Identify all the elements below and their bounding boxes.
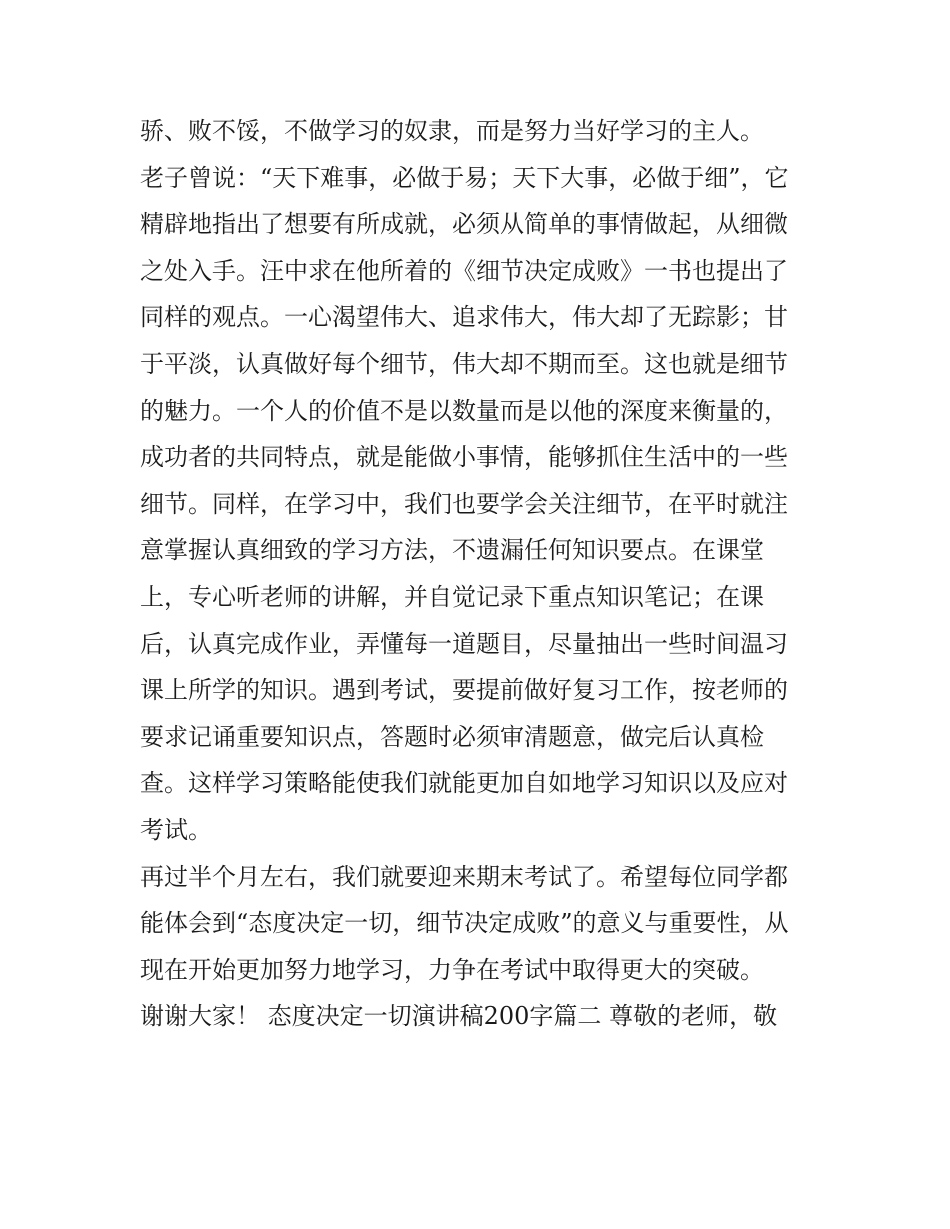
text-line: 要求记诵重要知识点，答题时必须审清题意，做完后认真检: [140, 722, 764, 751]
text-line: 精辟地指出了想要有所成就，必须从简单的事情做起，从细微: [140, 210, 788, 239]
text-line: 课上所学的知识。遇到考试，要提前做好复习工作，按老师的: [140, 676, 788, 705]
text-line: 同样的观点。一心渴望伟大、追求伟大，伟大却了无踪影；甘: [140, 303, 788, 332]
text-line: 后，认真完成作业，弄懂每一道题目，尽量抽出一些时间温习: [140, 629, 788, 658]
text-line: 能体会到“态度决定一切，细节决定成败”的意义与重要性，从: [140, 909, 789, 938]
text-line: 再过半个月左右，我们就要迎来期末考试了。希望每位同学都: [140, 862, 788, 891]
text-line: 上，专心听老师的讲解，并自觉记录下重点知识笔记；在课: [140, 582, 764, 611]
text-line: 成功者的共同特点，就是能做小事情，能够抓住生活中的一些: [140, 443, 788, 472]
text-line: 考试。: [140, 815, 212, 844]
text-line: 意掌握认真细致的学习方法，不遗漏任何知识要点。在课堂: [140, 536, 764, 565]
text-line: 骄、败不馁，不做学习的奴隶，而是努力当好学习的主人。: [140, 117, 764, 145]
text-line: 的魅力。一个人的价值不是以数量而是以他的深度来衡量的，: [140, 396, 788, 425]
text-line: 之处入手。汪中求在他所着的《细节决定成败》一书也提出了: [140, 256, 788, 285]
text-line: 细节。同样，在学习中，我们也要学会关注细节，在平时就注: [140, 489, 788, 518]
text-line: 谢谢大家！ 态度决定一切演讲稿200字篇二 尊敬的老师，敬: [140, 1002, 778, 1031]
text-line: 于平淡，认真做好每个细节，伟大却不期而至。这也就是细节: [140, 349, 788, 378]
text-line: 现在开始更加努力地学习，力争在考试中取得更大的突破。: [140, 955, 764, 984]
body-text: [140, 108, 820, 1040]
text-line: 查。这样学习策略能使我们就能更加自如地学习知识以及应对: [140, 769, 788, 798]
text-line: 老子曾说：“天下难事，必做于易；天下大事，必做于细”，它: [140, 163, 789, 192]
